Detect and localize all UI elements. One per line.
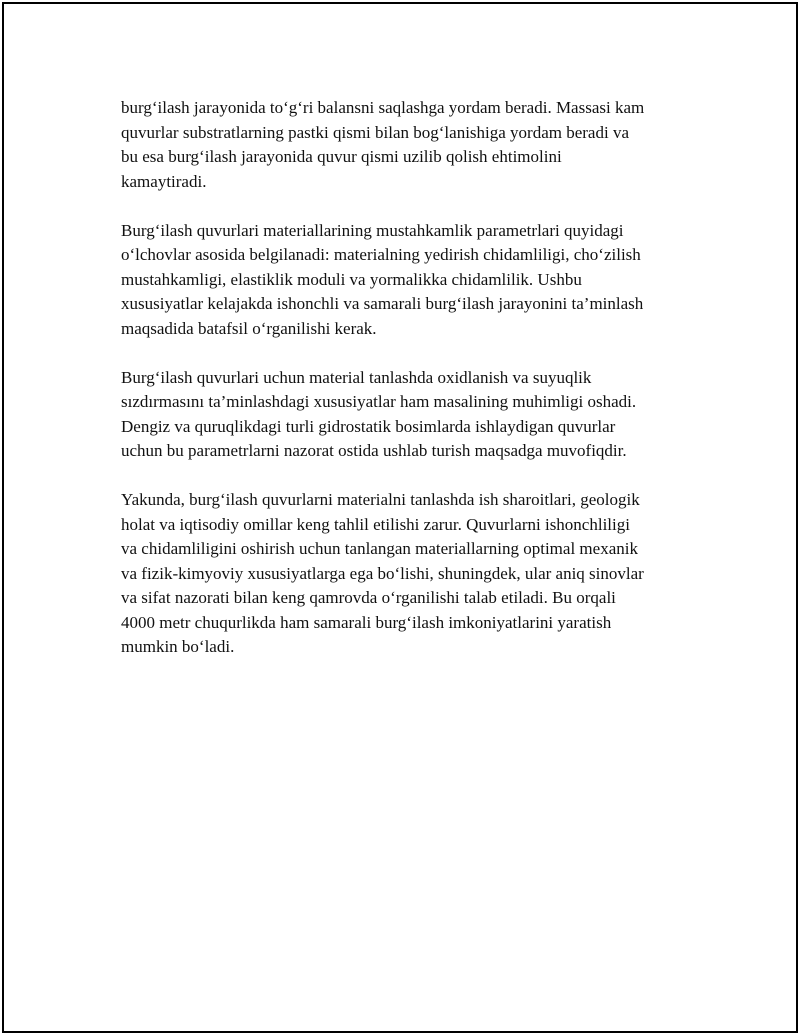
text-line: quvurlar substratlarning pastki qismi bilan bog‘lanishiga yordam beradi va	[121, 122, 629, 142]
text-line: uchun bu parametrlarni nazorat ostida ushlab turish maqsadga muvofiqdir.	[121, 441, 627, 460]
text-line: va chidamliligini oshirish uchun tanlangan materiallarning optimal mexanik	[121, 539, 638, 558]
text-line: o‘lchovlar asosida belgilanadi: materialning yedirish chidamliligi, cho‘zilish	[121, 245, 641, 264]
text-line: Burg‘ilash quvurlari materiallarining mustahkamlik parametrlari quyidagi	[121, 220, 624, 240]
document-body	[121, 96, 696, 684]
text-line: sızdırmasını ta’minlashdagi xususiyatlar ham masalining muhimligi oshadi.	[121, 392, 637, 411]
text-line: 4000 metr chuqurlikda ham samarali burg‘ilash imkoniyatlarini yaratish	[121, 612, 612, 632]
text-line: burg‘ilash jarayonida to‘g‘ri balansni saqlashga yordam beradi. Massasi kam	[121, 98, 645, 117]
paragraph-3	[121, 366, 696, 464]
text-line: maqsadida batafsil o‘rganilishi kerak.	[121, 318, 377, 338]
paragraph-2	[121, 219, 696, 342]
paragraph-4	[121, 488, 696, 660]
text-line: bu esa burg‘ilash jarayonida quvur qismi uzilib qolish ehtimolini	[121, 147, 562, 166]
text-line: Burg‘ilash quvurlari uchun material tanlashda oxidlanish va suyuqlik	[121, 367, 592, 387]
text-line: va fizik-kimyoviy xususiyatlarga ega bo‘lishi, shuningdek, ular aniq sinovlar	[121, 563, 644, 583]
text-line: va sifat nazorati bilan keng qamrovda o‘rganilishi talab etiladi. Bu orqali	[121, 588, 616, 607]
text-line: Yakunda, burg‘ilash quvurlarni materialni tanlashda ish sharoitlari, geologik	[121, 490, 640, 509]
text-line: mustahkamligi, elastiklik moduli va yormalikka chidamlilik. Ushbu	[121, 269, 582, 289]
paragraph-1	[121, 96, 696, 194]
text-line: holat va iqtisodiy omillar keng tahlil etilishi zarur. Quvurlarni ishonchliligi	[121, 514, 630, 534]
text-line: Dengiz va quruqlikdagi turli gidrostatik bosimlarda ishlaydigan quvurlar	[121, 416, 616, 436]
text-line: mumkin bo‘ladi.	[121, 637, 235, 656]
page-frame	[2, 2, 798, 1033]
text-line: kamaytiradi.	[121, 171, 207, 191]
text-line: xususiyatlar kelajakda ishonchli va samarali burg‘ilash jarayonini ta’minlash	[121, 294, 644, 313]
